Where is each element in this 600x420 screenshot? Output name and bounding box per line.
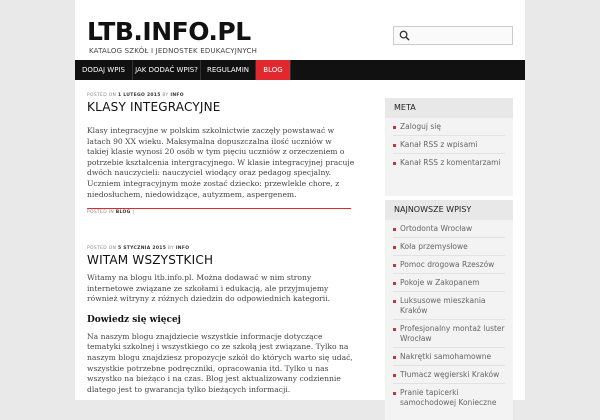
posted-in-label: POSTED IN <box>87 210 114 215</box>
meta-link-rss-posts[interactable]: Kanał RSS z wpisami <box>400 140 478 149</box>
widget-recent-posts <box>385 220 513 420</box>
post <box>87 245 355 395</box>
nav-item-jak-dodac-wpis[interactable]: JAK DODAĆ WPIS? <box>133 60 201 80</box>
posted-on-label: POSTED ON <box>87 93 117 98</box>
list-item[interactable] <box>393 118 505 136</box>
list-item[interactable] <box>393 274 505 292</box>
list-item[interactable] <box>393 256 505 274</box>
recent-post-link[interactable]: Koła przemysłowe <box>400 242 468 251</box>
widget-title-meta: META <box>385 98 513 118</box>
recent-post-link[interactable]: Luksusowe mieszkania Kraków <box>400 296 486 315</box>
recent-post-link[interactable]: Tłumacz węgierski Kraków <box>400 370 500 379</box>
site-title[interactable]: LTB.INFO.PL <box>87 17 251 46</box>
bullet-icon <box>393 228 396 231</box>
bullet-icon <box>393 264 396 267</box>
post-author[interactable]: INFO <box>175 246 190 251</box>
post <box>87 92 355 215</box>
list-item[interactable] <box>393 384 505 411</box>
post-body-2: Na naszym blogu znajdziecie wszystkie informacje dotyczące tematyki szkolnej i wszystkiego co ze szkołą jest związane. Tylko na naszym blogu znajdziesz propozycje szkół do których warto się udać, wszystkie potrzebne podręczniki, opracowania itd. Tylko u nas wszystko na bieżąco i na czas. Blog jest aktualizowany codziennie dlatego jest to gwarancja tylko bieżących informacji. <box>87 331 353 394</box>
posted-on-label: POSTED ON <box>87 246 117 251</box>
by-label: BY <box>167 246 175 251</box>
post-meta <box>87 92 355 99</box>
post-author[interactable]: INFO <box>170 93 184 98</box>
recent-post-link[interactable]: Pranie tapicerki samochodowej Konieczne <box>400 388 497 407</box>
post-subheading: Dowiedz się więcej <box>87 314 181 325</box>
post-date[interactable]: 1 LUTEGO 2015 <box>117 93 161 98</box>
bullet-icon <box>393 144 396 147</box>
post-date[interactable]: 5 STYCZNIA 2015 <box>117 246 167 251</box>
widget-title-recent: NAJNOWSZE WPISY <box>385 200 513 220</box>
recent-post-link[interactable]: Ortodonta Wrocław <box>400 224 473 233</box>
bullet-icon <box>393 282 396 285</box>
meta-link-rss-comments[interactable]: Kanał RSS z komentarzami <box>400 158 501 167</box>
site-header <box>75 0 525 60</box>
nav-item-regulamin[interactable]: REGULAMIN <box>201 60 256 80</box>
bullet-icon <box>393 374 396 377</box>
main-nav <box>75 60 525 80</box>
bullet-icon <box>393 246 396 249</box>
by-label: BY <box>162 93 169 98</box>
site-description: KATALOG SZKÓŁ I JEDNOSTEK EDUKACYJNYCH <box>89 47 258 55</box>
recent-post-link[interactable]: Pomoc drogowa Rzeszów <box>400 260 495 269</box>
post-category[interactable]: BLOG <box>115 210 131 215</box>
list-item[interactable] <box>393 348 505 366</box>
search-input[interactable] <box>393 26 513 45</box>
footer-separator: | <box>132 210 135 215</box>
list-item[interactable] <box>393 238 505 256</box>
nav-item-dodaj-wpis[interactable]: DODAJ WPIS <box>75 60 133 80</box>
bullet-icon <box>393 162 396 165</box>
post-title[interactable]: WITAM WSZYSTKICH <box>87 253 214 267</box>
bullet-icon <box>393 392 396 395</box>
bullet-icon <box>393 356 396 359</box>
page-container <box>75 0 525 407</box>
post-body: Klasy integracyjne w polskim szkolnictwie zaczęły powstawać w latach 90 XX wieku. Maksymalna dopuszczalna ilość uczniów w takiej klasie wynosi 20 osób w tym pięciu uczniów z orzeczeniem o potrzebie kształcenia intergracyjnego. W klasie integracyjnej pracuje dwóch nauczycieli: nauczyciel wiodący oraz pedagog specjalny. Uczniem integracyjnym może zostać dziecko: przewlekle chore, z niedosłuchem, niedowidzące, autyzmem, aspergenem. <box>87 126 355 199</box>
list-item[interactable] <box>393 154 505 171</box>
nav-item-blog[interactable]: BLOG <box>256 60 291 80</box>
meta-link-login[interactable]: Zaloguj się <box>400 122 441 131</box>
recent-post-link[interactable]: Nakrętki samohamowne <box>400 352 492 361</box>
post-footer <box>87 209 351 216</box>
widget-meta <box>385 118 513 196</box>
list-item[interactable] <box>393 220 505 238</box>
post-title[interactable]: KLASY INTEGRACYJNE <box>87 100 221 114</box>
bullet-icon <box>393 300 396 303</box>
bullet-icon <box>393 328 396 331</box>
recent-post-link[interactable]: Profesjonalny montaż luster Wrocław <box>400 324 505 343</box>
list-item[interactable] <box>393 292 505 320</box>
list-item[interactable] <box>393 366 505 384</box>
recent-post-link[interactable]: Pokoje w Zakopanem <box>400 278 480 287</box>
list-item[interactable] <box>393 136 505 154</box>
post-meta <box>87 245 355 252</box>
post-body: Witamy na blogu ltb.info.pl. Można dodawać w nim strony internetowe związane ze szkołami i edukacją, ale przyjmujemy również witryny z różnych dziedzin do odpowiednich kategorii. <box>87 273 331 304</box>
bullet-icon <box>393 126 396 129</box>
list-item[interactable] <box>393 320 505 348</box>
search-icon[interactable] <box>399 30 410 41</box>
